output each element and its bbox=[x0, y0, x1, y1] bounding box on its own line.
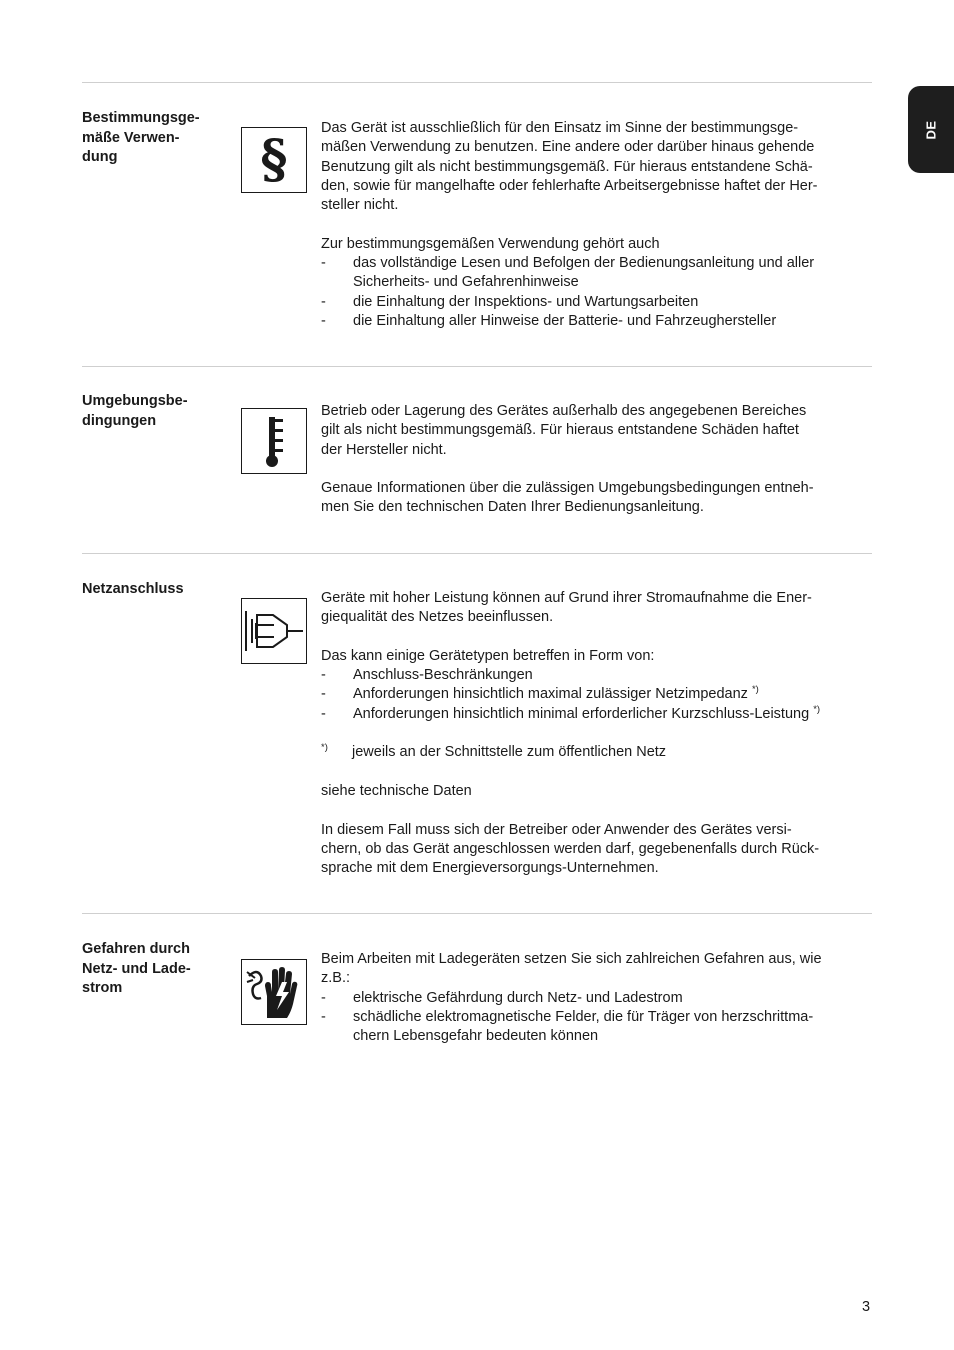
section-divider bbox=[82, 553, 872, 554]
footnote: *) jeweils an der Schnittstelle zum öffentlichen Netz bbox=[321, 742, 667, 761]
paragraph: siehe technische Daten bbox=[321, 782, 472, 799]
list-item: - elektrische Gefährdung durch Netz- und Ladestrom bbox=[321, 989, 683, 1006]
list-item: - Anforderungen hinsichtlich minimal erforderlicher Kurzschluss-Leistung *) bbox=[321, 703, 821, 722]
paragraph: Betrieb oder Lagerung des Gerätes außerhalb des angegebenen Bereiches gilt als nicht bestimmungsgemäß. Für hieraus entstandene Schäden haftet der Hersteller nicht. bbox=[321, 403, 807, 458]
page-number: 3 bbox=[862, 1299, 871, 1315]
footnote-marker: *) bbox=[813, 703, 821, 715]
list-item: - die Einhaltung aller Hinweise der Batterie- und Fahrzeughersteller bbox=[321, 312, 777, 329]
list-item: - das vollständige Lesen und Befolgen der Bedienungsanleitung und aller Sicherheits- und Gefahrenhinweise bbox=[321, 255, 815, 291]
paragraph: Das kann einige Gerätetypen betreffen in Form von: bbox=[321, 647, 655, 664]
list-item: - Anschluss-Beschränkungen bbox=[321, 667, 533, 684]
electric-shock-hand-icon bbox=[241, 959, 307, 1025]
paragraph-icon: § bbox=[241, 127, 307, 193]
section-body-environment bbox=[321, 402, 873, 518]
list-item: - die Einhaltung der Inspektions- und Wartungsarbeiten bbox=[321, 293, 699, 310]
section-body-electrical-hazards bbox=[321, 950, 873, 1046]
paragraph: Das Gerät ist ausschließlich für den Einsatz im Sinne der bestimmungsge- mäßen Verwendung zu benutzen. Eine andere oder darüber hinaus gehende Benutzung gilt als nicht bestimmungsgemäß. Für hieraus entstandene Schä- den, sowie für mangelhafte oder fehlerhafte Arbeitsergebnisse haftet der Her- steller nicht. bbox=[321, 120, 818, 214]
thermometer-icon bbox=[241, 408, 307, 474]
list-item: - Anforderungen hinsichtlich maximal zulässiger Netzimpedanz *) bbox=[321, 684, 759, 703]
section-title-environment: Umgebungsbe- dingungen bbox=[82, 393, 188, 429]
power-plug-icon bbox=[241, 598, 307, 664]
paragraph: Zur bestimmungsgemäßen Verwendung gehört auch bbox=[321, 235, 660, 252]
section-title-grid-connection: Netzanschluss bbox=[82, 581, 184, 597]
section-body-grid-connection bbox=[321, 589, 873, 878]
section-divider bbox=[82, 913, 872, 914]
section-title-electrical-hazards: Gefahren durch Netz- und Lade- strom bbox=[82, 941, 191, 996]
section-body-intended-use bbox=[321, 119, 873, 331]
section-divider bbox=[82, 366, 872, 367]
section-divider bbox=[82, 82, 872, 83]
paragraph: In diesem Fall muss sich der Betreiber oder Anwender des Gerätes versi- chern, ob das Gerät angeschlossen werden darf, gegebenenfalls durch Rück- sprache mit dem Energieversorgungs-Unternehmen. bbox=[321, 821, 820, 877]
paragraph: Genaue Informationen über die zulässigen Umgebungsbedingungen entneh- men Sie den technischen Daten Ihrer Bedienungsanleitung. bbox=[321, 480, 814, 516]
section-title-intended-use: Bestimmungsge- mäße Verwen- dung bbox=[82, 110, 200, 165]
paragraph: Geräte mit hoher Leistung können auf Grund ihrer Stromaufnahme die Ener- giequalität des Netzes beeinflussen. bbox=[321, 590, 812, 626]
footnote-marker: *) bbox=[751, 684, 759, 696]
language-tab: DE bbox=[908, 86, 954, 173]
paragraph: Beim Arbeiten mit Ladegeräten setzen Sie sich zahlreichen Gefahren aus, wie z.B.: bbox=[321, 951, 822, 987]
list-item: - schädliche elektromagnetische Felder, die für Träger von herzschrittma- chern Lebensgefahr bedeuten können bbox=[321, 1008, 814, 1045]
